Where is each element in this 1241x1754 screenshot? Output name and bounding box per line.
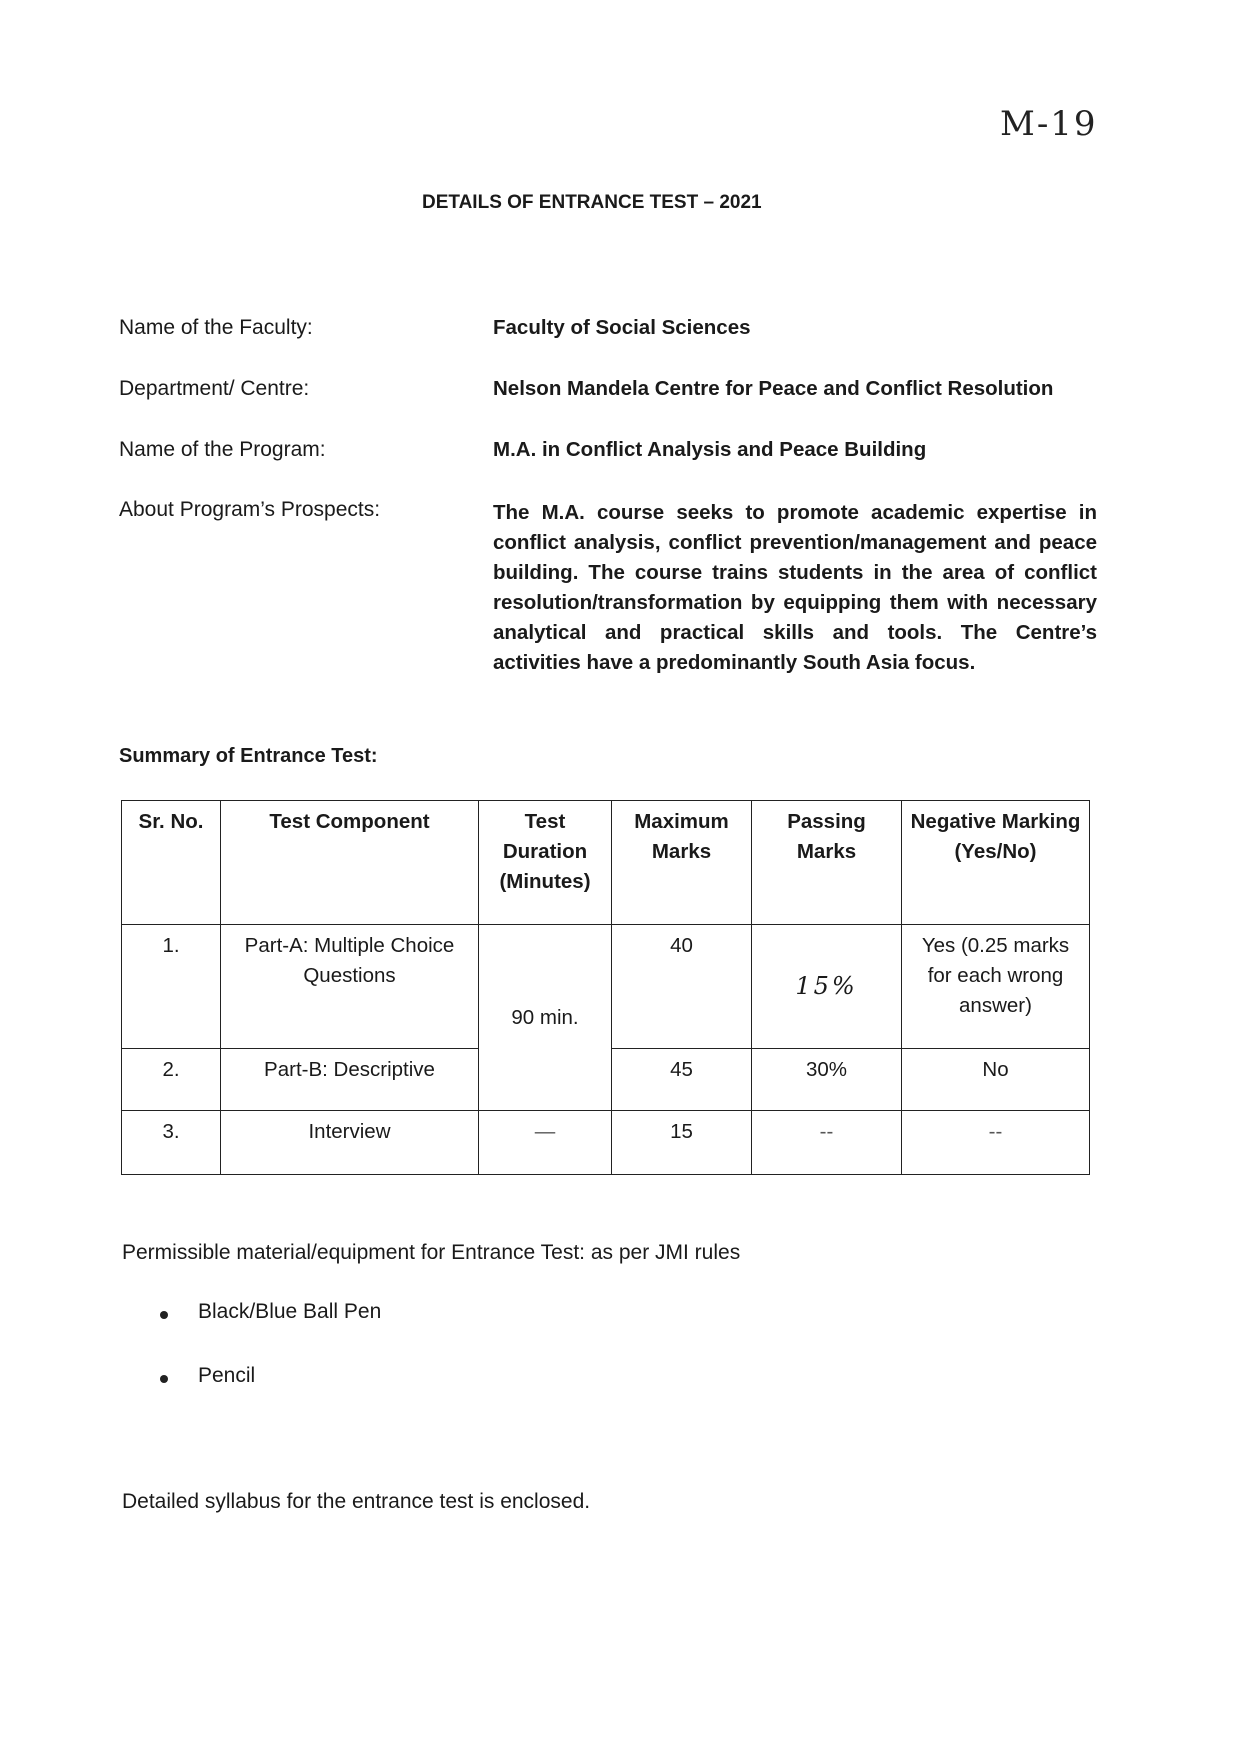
row2-component: Part-B: Descriptive: [221, 1049, 479, 1111]
department-value: Nelson Mandela Centre for Peace and Conflict Resolution: [493, 377, 1054, 400]
row3-duration: —: [479, 1111, 612, 1175]
header-test-duration: Test Duration (Minutes): [479, 801, 612, 925]
row2-max-marks: 45: [612, 1049, 752, 1111]
row1-passing-cell: [752, 925, 902, 1049]
material-label: Black/Blue Ball Pen: [198, 1300, 382, 1323]
list-item: [158, 1300, 381, 1364]
row1-sr: 1.: [122, 925, 221, 1049]
prospects-value: The M.A. course seeks to promote academic expertise in conflict analysis, conflict prevention/management and peace building. The course trains students in the area of conflict resolution/transformation by equipping them with necessary analytical and practical skills and tools. The Centre’s activities have a predominantly South Asia focus.: [493, 501, 1097, 674]
handwritten-code: M-19: [1000, 104, 1098, 144]
summary-heading: Summary of Entrance Test:: [119, 745, 378, 767]
permissible-material: Permissible material/equipment for Entrance Test: as per JMI rules: [122, 1241, 741, 1264]
header-passing-marks: Passing Marks: [752, 801, 902, 925]
faculty-label: Name of the Faculty:: [119, 316, 313, 339]
list-item: [158, 1364, 381, 1428]
header-maximum-marks: Maximum Marks: [612, 801, 752, 925]
row1-negative: Yes (0.25 marks for each wrong answer): [902, 925, 1090, 1049]
shared-duration: 90 min.: [511, 1005, 579, 1029]
prospects-label: About Program’s Prospects:: [119, 498, 381, 521]
header-sr-no: Sr. No.: [122, 801, 221, 925]
header-test-component: Test Component: [221, 801, 479, 925]
bullet-icon: [160, 1311, 168, 1319]
bullet-icon: [160, 1375, 168, 1383]
row3-sr: 3.: [122, 1111, 221, 1175]
table-row: [122, 1111, 1090, 1175]
row1-max-marks: 40: [612, 925, 752, 1049]
department-label: Department/ Centre:: [119, 377, 310, 400]
row3-component: Interview: [221, 1111, 479, 1175]
material-label: Pencil: [198, 1364, 256, 1387]
page-title: DETAILS OF ENTRANCE TEST – 2021: [422, 192, 762, 213]
row2-sr: 2.: [122, 1049, 221, 1111]
materials-list: [158, 1300, 381, 1428]
syllabus-note: Detailed syllabus for the entrance test is enclosed.: [122, 1490, 591, 1513]
header-negative-marking: Negative Marking (Yes/No): [902, 801, 1090, 925]
program-value: M.A. in Conflict Analysis and Peace Building: [493, 438, 927, 461]
row3-max-marks: 15: [612, 1111, 752, 1175]
row2-negative: No: [902, 1049, 1090, 1111]
row1-passing: 15%: [795, 971, 858, 1000]
row2-passing: 30%: [752, 1049, 902, 1111]
table-row: [122, 925, 1090, 1049]
row3-passing: --: [752, 1111, 902, 1175]
row1-component: Part-A: Multiple Choice Questions: [221, 925, 479, 1049]
table-header-row: [122, 801, 1090, 925]
faculty-value: Faculty of Social Sciences: [493, 316, 751, 339]
entrance-test-table: [121, 800, 1090, 1175]
program-label: Name of the Program:: [119, 438, 326, 461]
shared-duration-cell: [479, 925, 612, 1111]
row3-negative: --: [902, 1111, 1090, 1175]
